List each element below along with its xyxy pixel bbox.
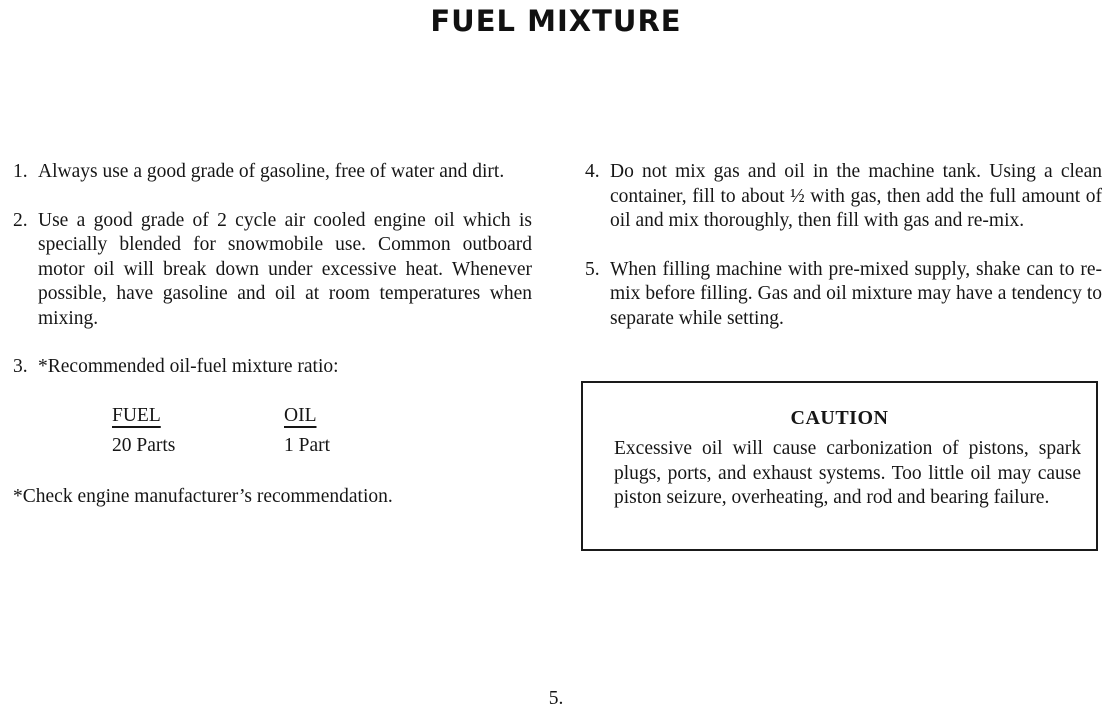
list-item [585,258,1102,332]
caution-box [581,381,1098,551]
page-number: 5. [548,688,564,709]
page-title: FUEL MIXTURE [430,4,682,38]
item-text: Use a good grade of 2 cycle air cooled engine oil which is specially blended for snowmobile use. Common outboard motor oil will break down under excessive heat. Whenever possible, have gasoline and oil at room temperatures when mixing. [38,209,532,329]
item-number: 4. [585,161,600,182]
item-text: *Recommended oil-fuel mixture ratio: [38,356,339,377]
item-number: 5. [585,258,600,280]
item-number: 1. [13,161,28,182]
item-number: 3. [13,356,28,377]
caution-text: Excessive oil will cause carbonization of pistons, spark plugs, ports, and exhaust systems. Too little oil may cause piston seizure, overheating, and rod and bearing failure. [614,438,1081,508]
caution-title: CAUTION [790,407,889,429]
list-item [13,355,532,380]
right-column [585,160,1102,331]
footnote: *Check engine manufacturer’s recommendation. [13,485,393,507]
list-item [585,160,1102,234]
item-number: 2. [13,209,28,231]
item-text: When filling machine with pre-mixed supply, shake can to re-mix before filling. Gas and oil mixture may have a tendency to separate while setting. [610,258,1102,329]
list-item [13,209,532,332]
fuel-value: 20 Parts [112,435,176,456]
item-text: Do not mix gas and oil in the machine tank. Using a clean container, fill to about ½ with gas, then add the full amount of oil and mix thoroughly, then fill with gas and re-mix. [610,161,1102,231]
left-column [13,160,532,509]
fuel-header: FUEL [112,404,161,426]
list-item [13,160,532,185]
oil-header: OIL [284,404,317,426]
mixture-ratio-table [112,404,532,459]
oil-value: 1 Part [284,435,331,456]
item-text: Always use a good grade of gasoline, free of water and dirt. [38,161,505,182]
